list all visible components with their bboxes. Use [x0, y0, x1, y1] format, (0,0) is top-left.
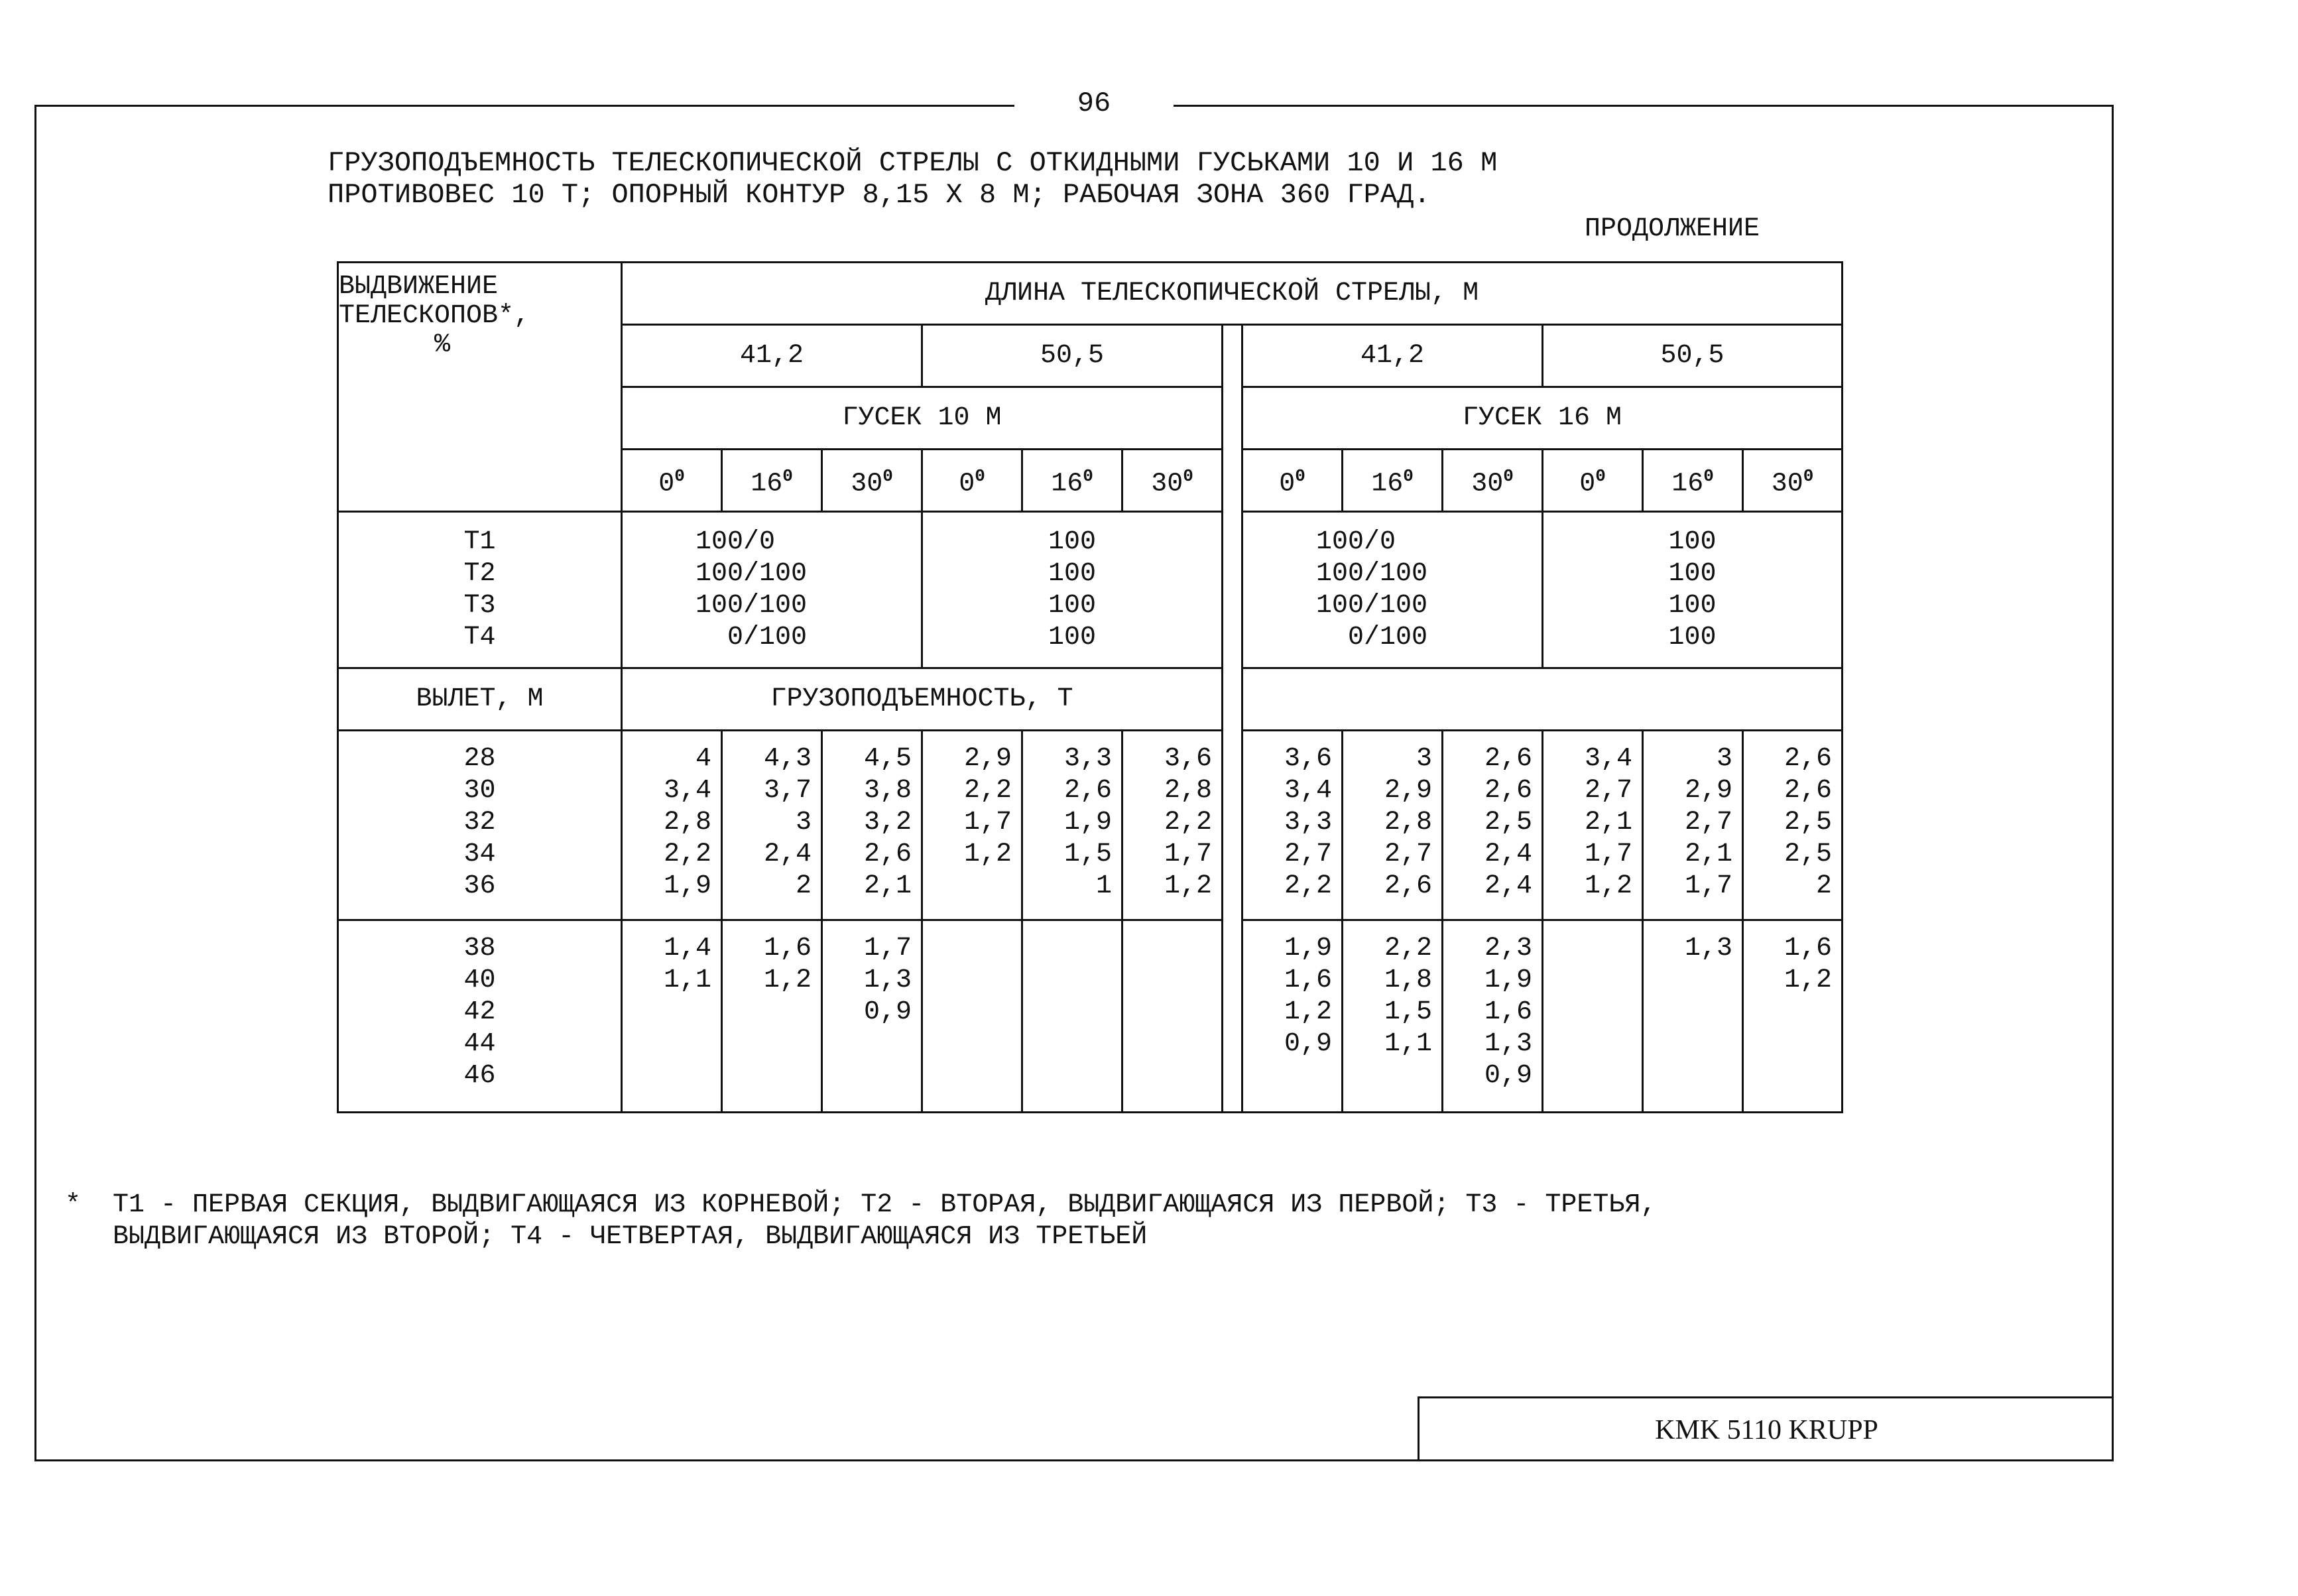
- page-number: 96: [1014, 85, 1174, 122]
- capacity-cell: 1,9 1,6 1,2 0,9: [1242, 920, 1343, 1113]
- angle-cell: $30^0$: [1122, 450, 1223, 512]
- capacity-cell: [922, 920, 1022, 1113]
- jib-10-header: ГУСЕК 10 М: [622, 387, 1223, 450]
- capacity-cell: 4 3,4 2,8 2,2 1,9: [622, 731, 722, 920]
- length-50-a: 50,5: [922, 325, 1223, 387]
- section-labels: T1 T2 T3 T4: [338, 512, 622, 668]
- capacity-label-cont: [1242, 668, 1843, 731]
- capacity-cell: 3 2,9 2,8 2,7 2,6: [1343, 731, 1443, 920]
- capacity-cell: 3,4 2,7 2,1 1,7 1,2: [1543, 731, 1643, 920]
- angle-cell: $0^0$: [1242, 450, 1343, 512]
- capacity-cell: 2,2 1,8 1,5 1,1: [1343, 920, 1443, 1113]
- angle-cell: $16^0$: [1343, 450, 1443, 512]
- capacity-cell: 2,6 2,6 2,5 2,5 2: [1743, 731, 1843, 920]
- extension-41-a: 100/0 100/100 100/100 0/100: [622, 512, 922, 668]
- capacity-label: ГРУЗОПОДЪЕМНОСТЬ, Т: [622, 668, 1223, 731]
- capacity-cell: [1122, 920, 1223, 1113]
- capacity-cell: 1,6 1,2: [722, 920, 822, 1113]
- capacity-cell: [1543, 920, 1643, 1113]
- length-50-b: 50,5: [1543, 325, 1843, 387]
- angle-cell: $16^0$: [1643, 450, 1743, 512]
- column-divider: [1223, 325, 1242, 1113]
- extension-50-b: 100 100 100 100: [1543, 512, 1843, 668]
- table-row: [338, 731, 1843, 920]
- capacity-cell: 1,6 1,2: [1743, 920, 1843, 1113]
- radius-values: 28 30 32 34 36: [338, 731, 622, 920]
- capacity-cell: 1,4 1,1: [622, 920, 722, 1113]
- extension-41-b: 100/0 100/100 100/100 0/100: [1242, 512, 1543, 668]
- angle-cell: $0^0$: [922, 450, 1022, 512]
- capacity-cell: 2,6 2,6 2,5 2,4 2,4: [1443, 731, 1543, 920]
- length-41-b: 41,2: [1242, 325, 1543, 387]
- footnote: * Т1 - ПЕРВАЯ СЕКЦИЯ, ВЫДВИГАЮЩАЯСЯ ИЗ КОРНЕВОЙ; Т2 - ВТОРАЯ, ВЫДВИГАЮЩАЯСЯ ИЗ ПЕРВОЙ; Т3 - ТРЕТЬЯ, ВЫДВИГАЮЩАЯСЯ ИЗ ВТОРОЙ; Т4 - ЧЕТВЕРТАЯ, ВЫДВИГАЮЩАЯСЯ ИЗ ТРЕТЬЕЙ: [65, 1190, 1657, 1252]
- title-line-1: ГРУЗОПОДЪЕМНОСТЬ ТЕЛЕСКОПИЧЕСКОЙ СТРЕЛЫ С ОТКИДНЫМИ ГУСЬКАМИ 10 И 16 М: [328, 147, 1498, 179]
- angle-cell: $0^0$: [1543, 450, 1643, 512]
- load-capacity-table: [337, 261, 1843, 1113]
- length-41-a: 41,2: [622, 325, 922, 387]
- extension-header: ВЫДВИЖЕНИЕ ТЕЛЕСКОПОВ*, %: [338, 263, 622, 512]
- title-line-2: ПРОТИВОВЕС 10 Т; ОПОРНЫЙ КОНТУР 8,15 Х 8 М; РАБОЧАЯ ЗОНА 360 ГРАД.: [328, 179, 1431, 211]
- angle-cell: $0^0$: [622, 450, 722, 512]
- angle-cell: $30^0$: [1743, 450, 1843, 512]
- capacity-cell: 3,6 3,4 3,3 2,7 2,2: [1242, 731, 1343, 920]
- capacity-cell: 4,5 3,8 3,2 2,6 2,1: [822, 731, 922, 920]
- radius-values: 38 40 42 44 46: [338, 920, 622, 1113]
- capacity-cell: 4,3 3,7 3 2,4 2: [722, 731, 822, 920]
- radius-label: ВЫЛЕТ, М: [338, 668, 622, 731]
- table-row: [338, 920, 1843, 1113]
- boom-length-header: ДЛИНА ТЕЛЕСКОПИЧЕСКОЙ СТРЕЛЫ, М: [622, 263, 1843, 325]
- angle-cell: $16^0$: [722, 450, 822, 512]
- jib-16-header: ГУСЕК 16 М: [1242, 387, 1843, 450]
- capacity-cell: 3,6 2,8 2,2 1,7 1,2: [1122, 731, 1223, 920]
- capacity-cell: 3,3 2,6 1,9 1,5 1: [1022, 731, 1122, 920]
- continuation-label: ПРОДОЛЖЕНИЕ: [1585, 214, 1760, 244]
- document-title: [328, 147, 1497, 211]
- angle-cell: $30^0$: [822, 450, 922, 512]
- capacity-cell: [1022, 920, 1122, 1113]
- title-block-stamp: KMK 5110 KRUPP: [1418, 1396, 2114, 1461]
- capacity-cell: 2,9 2,2 1,7 1,2: [922, 731, 1022, 920]
- capacity-cell: 3 2,9 2,7 2,1 1,7: [1643, 731, 1743, 920]
- extension-50-a: 100 100 100 100: [922, 512, 1223, 668]
- angle-cell: $30^0$: [1443, 450, 1543, 512]
- angle-cell: $16^0$: [1022, 450, 1122, 512]
- capacity-cell: 1,3: [1643, 920, 1743, 1113]
- capacity-cell: 1,7 1,3 0,9: [822, 920, 922, 1113]
- capacity-cell: 2,3 1,9 1,6 1,3 0,9: [1443, 920, 1543, 1113]
